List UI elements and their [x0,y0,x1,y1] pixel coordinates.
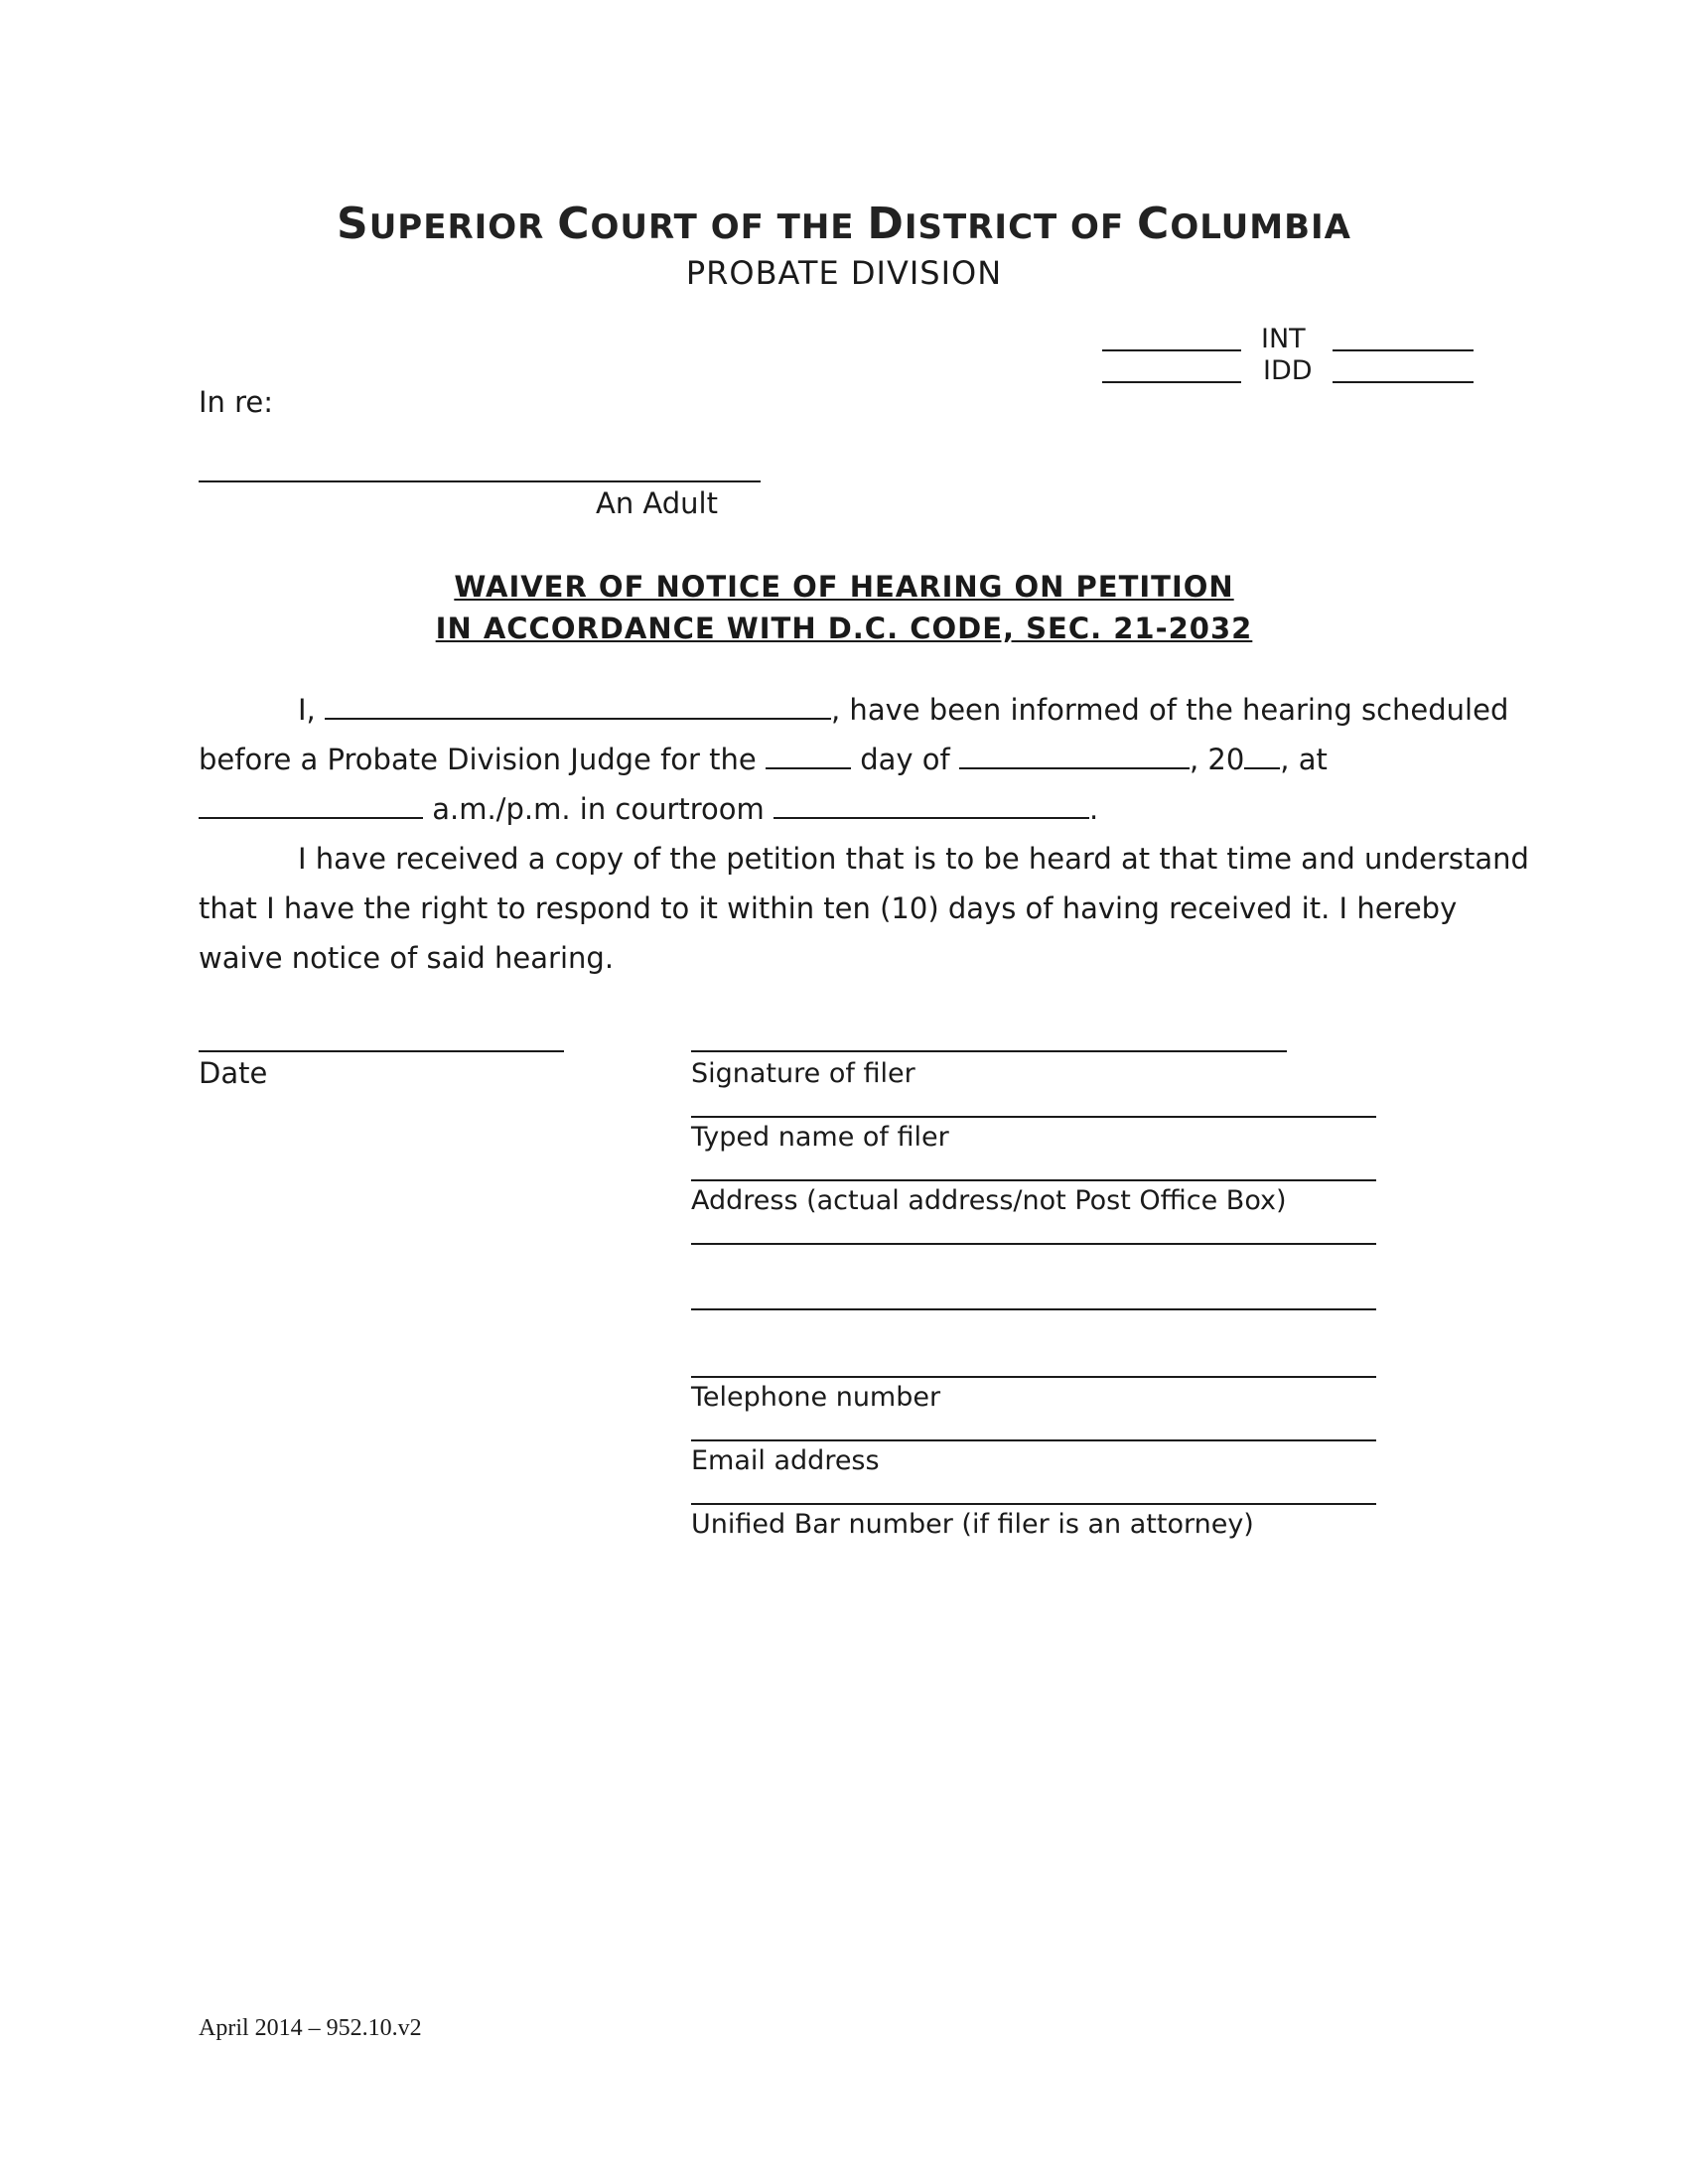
text-twenty: , 20 [1189,743,1245,776]
paragraph-1-line-3 [199,784,1098,834]
address-label: Address (actual address/not Post Office Box) [691,1185,1287,1216]
month-blank[interactable] [959,766,1190,769]
int-right-blank[interactable] [1333,349,1474,351]
text-at: , at [1280,743,1328,776]
telephone-blank[interactable] [691,1376,1376,1378]
paragraph-2-line-1: I have received a copy of the petition that is to be heard at that time and understand [298,842,1529,876]
bar-number-blank[interactable] [691,1503,1376,1505]
time-blank[interactable] [199,816,423,819]
idd-left-blank[interactable] [1102,381,1241,383]
signature-blank[interactable] [691,1050,1287,1052]
text-ampm-courtroom: a.m./p.m. in courtroom [432,792,765,826]
email-label: Email address [691,1445,880,1476]
telephone-label: Telephone number [691,1382,941,1413]
in-re-label: In re: [199,385,274,419]
text-i: I, [298,693,316,727]
typed-name-blank[interactable] [691,1116,1376,1118]
day-blank[interactable] [766,766,851,769]
paragraph-2-line-3: waive notice of said hearing. [199,941,615,975]
year-blank[interactable] [1244,766,1280,769]
form-title-line-1: WAIVER OF NOTICE OF HEARING ON PETITION [454,570,1234,604]
form-title-line-2: IN ACCORDANCE WITH D.C. CODE, SEC. 21-2032 [435,612,1253,645]
date-label: Date [199,1056,268,1090]
courtroom-blank[interactable] [774,816,1089,819]
text-before-judge: before a Probate Division Judge for the [199,743,757,776]
signature-label: Signature of filer [691,1058,915,1089]
int-label: INT [1261,324,1306,354]
text-period: . [1089,792,1099,826]
date-blank[interactable] [199,1050,564,1052]
an-adult-label: An Adult [596,486,718,520]
email-blank[interactable] [691,1439,1376,1441]
int-left-blank[interactable] [1102,349,1241,351]
address-blank-1[interactable] [691,1179,1376,1181]
idd-right-blank[interactable] [1333,381,1474,383]
typed-name-label: Typed name of filer [691,1122,949,1153]
idd-label: IDD [1263,355,1313,386]
text-day-of: day of [860,743,950,776]
paragraph-2-line-2: that I have the right to respond to it within ten (10) days of having received it. I hereby [199,891,1458,925]
paragraph-1-line-2 [199,735,1328,784]
address-blank-2[interactable] [691,1243,1376,1245]
text-informed: , have been informed of the hearing scheduled [831,693,1509,727]
bar-number-label: Unified Bar number (if filer is an attorney) [691,1509,1254,1540]
court-title: SUPERIOR COURT OF THE DISTRICT OF COLUMBIA [336,199,1351,249]
respondent-name-blank[interactable] [199,480,761,482]
paragraph-1-line-1 [298,685,1508,735]
address-blank-3[interactable] [691,1308,1376,1310]
form-identifier: April 2014 – 952.10.v2 [199,2015,422,2041]
filer-name-blank[interactable] [325,717,831,720]
division-title: PROBATE DIVISION [685,254,1003,292]
